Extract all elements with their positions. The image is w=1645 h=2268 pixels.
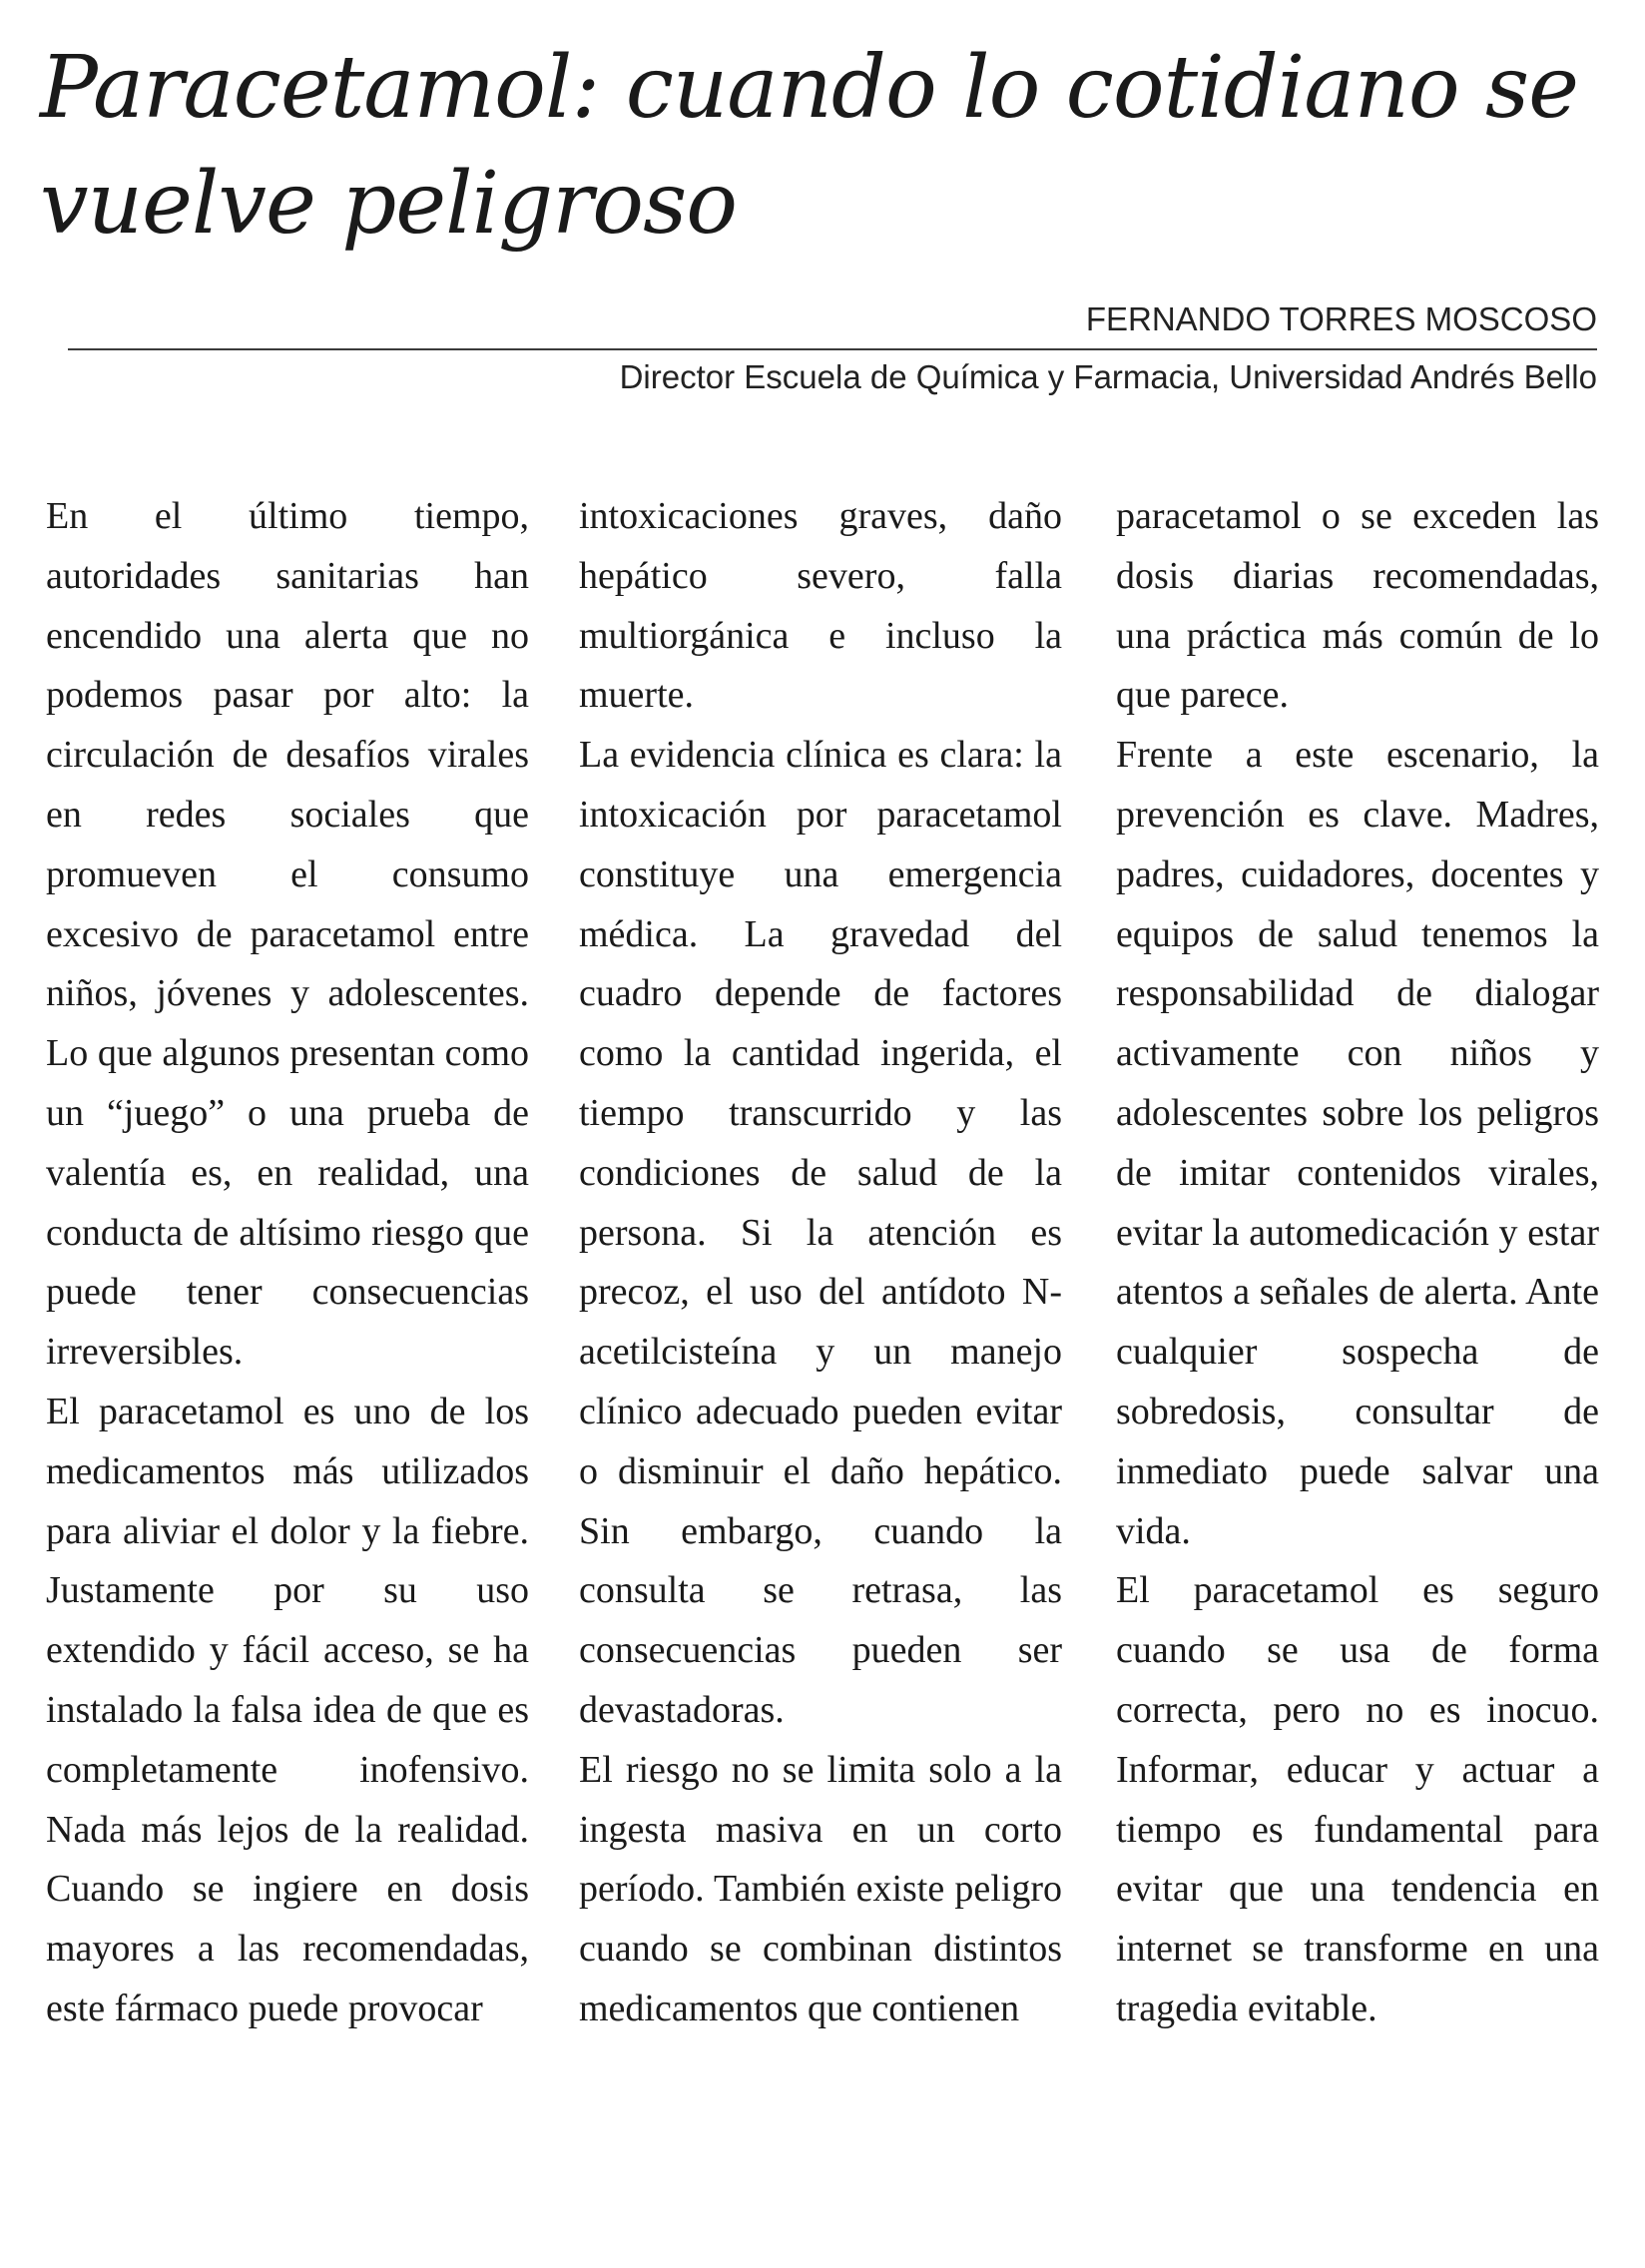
author-affiliation: Director Escuela de Química y Farmacia, Universidad Andrés Bello [619, 358, 1597, 395]
article-title: Paracetamol: cuando lo cotidiano se vuelve peligroso [40, 38, 1579, 254]
paragraph: El paracetamol es seguro cuando se usa de forma correcta, pero no es inocuo. Informar, educar y actuar a tiempo es fundamental para evitar que una tendencia en internet se transforme en una tragedia evitable. [1116, 1569, 1599, 2029]
text-column-3 [1116, 487, 1599, 2039]
paragraph: El riesgo no se limita solo a la ingesta masiva en un corto período. También existe peligro cuando se combinan distintos medicamentos que contienen [579, 1748, 1062, 2029]
paragraph: El paracetamol es uno de los medicamentos más utilizados para aliviar el dolor y la fiebre. Justamente por su uso extendido y fácil acceso, se ha instalado la falsa idea de que es completamente inofensivo. Nada más lejos de la realidad. Cuando se ingiere en dosis mayores a las recomendadas, este fármaco puede provocar [46, 1390, 529, 2029]
byline-divider [68, 348, 1597, 350]
text-column-2 [579, 487, 1062, 2039]
paragraph: La evidencia clínica es clara: la intoxicación por paracetamol constituye una emergencia médica. La gravedad del cuadro depende de factores como la cantidad ingerida, el tiempo transcurrido y las condiciones de salud de la persona. Si la atención es precoz, el uso del antídoto N-acetilcisteína y un manejo clínico adecuado pueden evitar o disminuir el daño hepático. Sin embargo, cuando la consulta se retrasa, las consecuencias pueden ser devastadoras. [579, 734, 1062, 1731]
text-column-1 [46, 487, 529, 2039]
paragraph: Frente a este escenario, la prevención es clave. Madres, padres, cuidadores, docentes y equipos de salud tenemos la responsabilidad de dialogar activamente con niños y adolescentes sobre los peligros de imitar contenidos virales, evitar la automedicación y estar atentos a señales de alerta. Ante cualquier sospecha de sobredosis, consultar de inmediato puede salvar una vida. [1116, 734, 1599, 1552]
paragraph: paracetamol o se exceden las dosis diarias recomendadas, una práctica más común de lo que parece. [1116, 495, 1599, 717]
paragraph: En el último tiempo, autoridades sanitarias han encendido una alerta que no podemos pasar por alto: la circulación de desafíos virales en redes sociales que promueven el consumo excesivo de paracetamol entre niños, jóvenes y adolescentes. Lo que algunos presentan como un “juego” o una prueba de valentía es, en realidad, una conducta de altísimo riesgo que puede tener consecuencias irreversibles. [46, 495, 529, 1374]
paragraph: intoxicaciones graves, daño hepático severo, falla multiorgánica e incluso la muerte. [579, 495, 1062, 717]
author-name: FERNANDO TORRES MOSCOSO [1085, 300, 1597, 337]
